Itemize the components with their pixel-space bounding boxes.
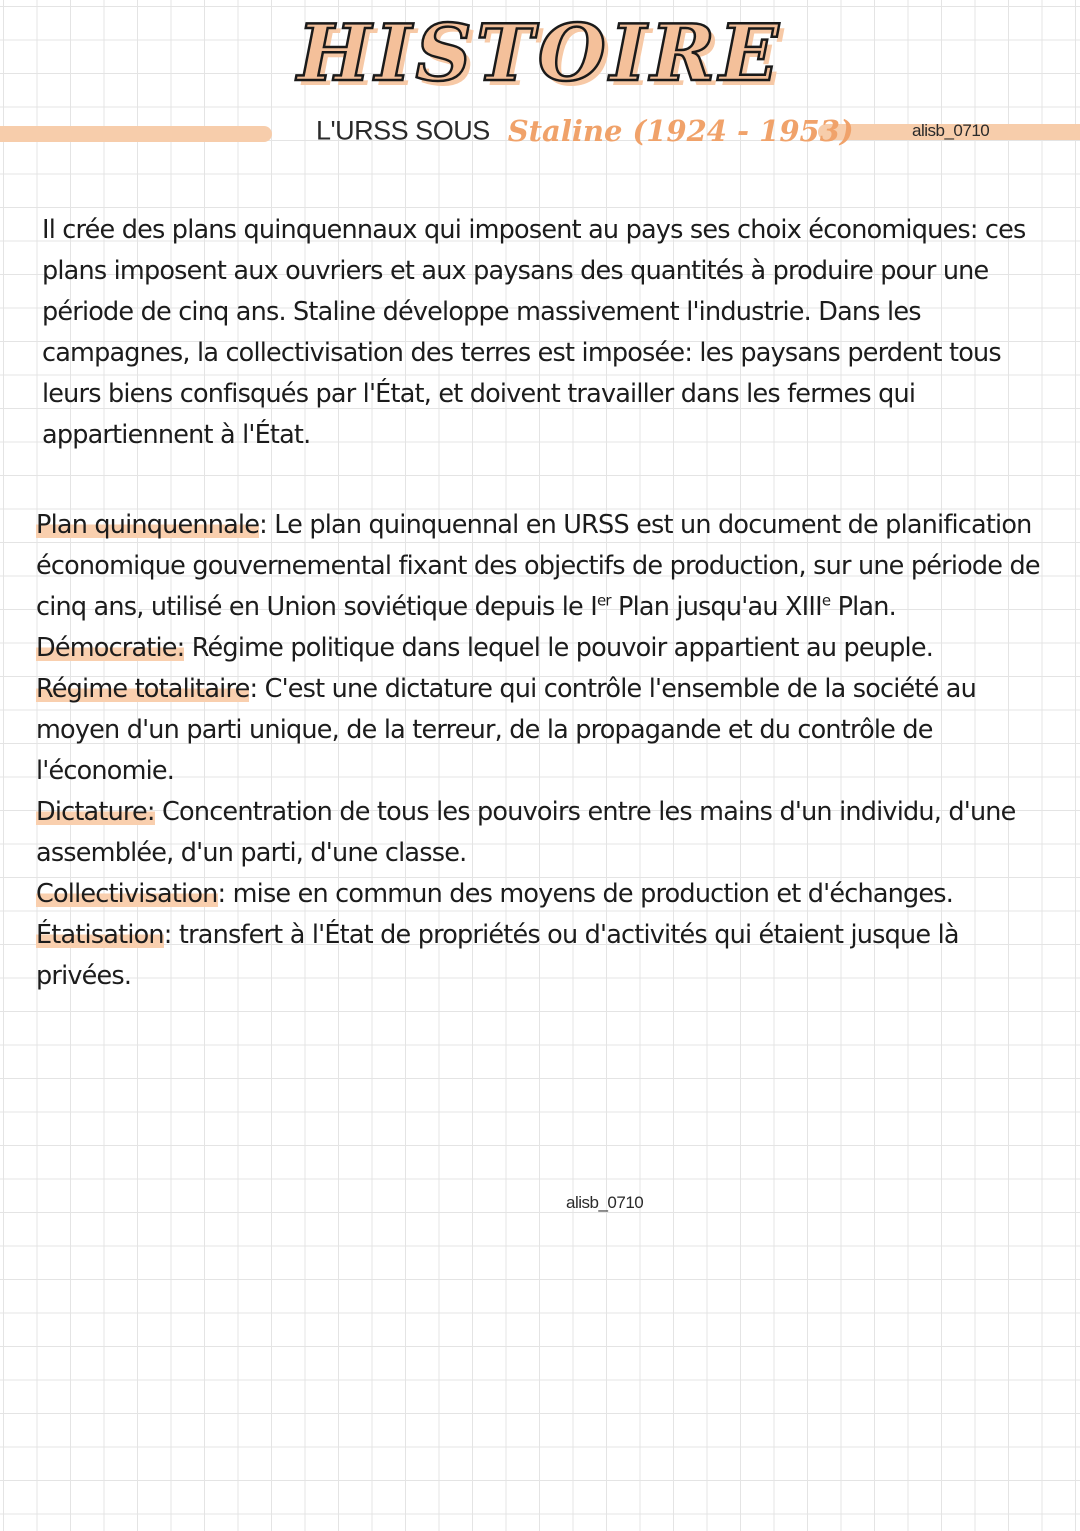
definition-text-end: Plan. [830, 592, 896, 622]
definition-regime-totalitaire [36, 669, 1048, 792]
intro-paragraph: Il crée des plans quinquennaux qui imposent au pays ses choix économiques: ces plans imposent aux ouvriers et aux paysans des quantités à produire pour une période de cinq ans. Staline développe massivement l'industrie. Dans les campagnes, la collectivisation des terres est imposée: les paysans perdent tous leurs biens confisqués par l'État, et doivent travailler dans les fermes qui appartiennent à l'État. [42, 215, 1026, 450]
definition-etatisation [36, 915, 1048, 997]
definition-text: Concentration de tous les pouvoirs entre les mains d'un individu, d'une assemblée, d'un parti, d'une classe. [36, 797, 1016, 868]
definition-term: Régime totalitaire [36, 674, 250, 704]
definition-term: Dictature: [36, 797, 155, 827]
definition-collectivisation [36, 874, 1048, 915]
definition-text: Régime politique dans lequel le pouvoir appartient au peuple. [184, 633, 934, 663]
decorative-band-left [0, 126, 272, 142]
author-handle-top: alisb_0710 [912, 121, 990, 140]
subtitle-prefix: L'URSS SOUS [316, 115, 490, 146]
definition-text: : C'est une dictature qui contrôle l'ensemble de la société au moyen d'un parti unique, de la terreur, de la propagande et du contrôle de l'économie. [36, 674, 976, 786]
definition-democratie [36, 628, 1048, 669]
definition-term: Étatisation [36, 920, 164, 950]
superscript-e: e [821, 591, 831, 610]
subtitle [316, 114, 854, 148]
definition-term: Démocratie: [36, 633, 185, 663]
definition-dictature [36, 792, 1048, 874]
definition-term: Collectivisation [36, 879, 218, 909]
definition-term: Plan quinquennale [36, 510, 260, 540]
definition-plan-quinquennale: Plan quinquennale: Le plan quinquennal en URSS est un document de planification économique gouvernemental fixant des objectifs de production, sur une période de cinq ans, utilisé en Union soviétique depuis le Ier Plan jusqu'au XIIIe Plan. [36, 510, 1040, 622]
author-handle-bottom: alisb_0710 [566, 1193, 644, 1212]
definition-text: : transfert à l'État de propriétés ou d'activités qui étaient jusque là privées. [36, 920, 959, 991]
superscript-er: er [596, 591, 611, 610]
page-title: HISTOIRE [297, 8, 783, 99]
definition-text: : mise en commun des moyens de production et d'échanges. [217, 879, 954, 909]
definitions-list [36, 505, 1048, 997]
subtitle-accent: Staline (1924 - 1953) [507, 114, 854, 148]
definition-text: Le plan quinquennal en URSS est un document de planification économique gouvernemental fixant des objectifs de production, sur une période de cinq ans, utilisé en Union soviétique depuis le I [36, 510, 1040, 622]
definition-text-middle: Plan jusqu'au XIII [610, 592, 822, 622]
